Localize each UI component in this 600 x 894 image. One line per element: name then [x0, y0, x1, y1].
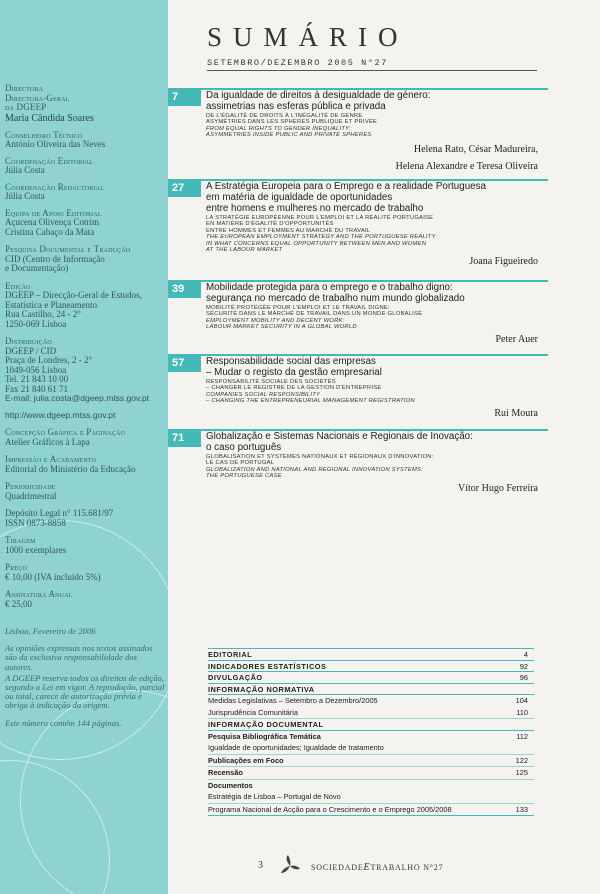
credit-block — [5, 411, 165, 421]
credit-label: Coordenação Redactorial — [5, 181, 105, 192]
credit-note: Este número contém 144 páginas. — [5, 717, 122, 728]
article-author — [206, 255, 538, 269]
article-french-line: GLOBALISATION ET SYSTÈMES NATIONAUX ET RÉGIONAUX D'INNOVATION: — [206, 454, 434, 460]
index-row — [208, 649, 534, 661]
article-author-line: Helena Alexandre e Teresa Oliveira — [395, 160, 538, 172]
article-body — [206, 431, 538, 496]
credit-label: Conselheiro Técnico — [5, 129, 83, 140]
credit-block — [5, 209, 165, 238]
page-title: SUMÁRIO — [207, 22, 409, 52]
article-title-french — [206, 113, 538, 126]
credit-value: Cristina Cabaço da Mata — [5, 226, 95, 237]
credit-value: E-mail: julia.costa@dgeep.mtss.gov.pt — [5, 393, 150, 403]
credit-block — [5, 563, 165, 582]
index-row — [208, 731, 534, 743]
credit-value: Tel. 21 843 10 00 — [5, 374, 69, 384]
credit-value: € 25,00 — [5, 598, 32, 609]
article-title-line: Responsabilidade social das empresas — [206, 356, 376, 367]
credit-block — [5, 131, 165, 150]
credit-value: Estatística e Planeamento — [5, 299, 97, 310]
credit-label: Coordenação Editorial — [5, 155, 94, 166]
index-label: INDICADORES ESTATÍSTICOS — [208, 661, 327, 671]
article-title-line: em matéria de igualdade de oportunidades — [206, 192, 393, 203]
index-row — [208, 791, 534, 803]
credit-note: A DGEEP reserva todos os direitos de edição, segundo a Lei em vigor. A reprodução, parcial ou total, carece de autorização prévia e obriga à indicação da origem. — [5, 672, 165, 711]
article-page-number: 27 — [168, 179, 201, 197]
page-number: 3 — [258, 860, 263, 871]
article-title-french — [206, 305, 538, 318]
article-title-line: Mobilidade protegida para o emprego e o trabalho digno: — [206, 282, 453, 293]
article-title-line: – Mudar o registo da gestão empresarial — [206, 367, 382, 378]
credit-label: da DGEEP — [5, 102, 47, 112]
index-label: INFORMAÇÃO DOCUMENTAL — [208, 720, 324, 729]
masthead-sidebar — [0, 0, 168, 894]
index-label: Publicações em Foco — [208, 755, 284, 765]
article-body — [206, 181, 538, 269]
article-french-line: ENTRE HOMMES ET FEMMES AU MARCHÉ DU TRAVAIL — [206, 227, 371, 234]
article-body — [206, 282, 538, 347]
credit-block — [5, 103, 165, 124]
index-row — [208, 804, 534, 816]
article-title-english — [206, 318, 538, 331]
credit-block — [5, 509, 165, 528]
index-label: DIVULGAÇÃO — [208, 673, 263, 682]
index-label: Igualdade de oportunidades; Igualdade de tratamento — [208, 743, 384, 752]
article-author-line: Helena Rato, César Madureira, — [413, 143, 538, 155]
article-page-number: 71 — [168, 429, 201, 447]
credit-block — [5, 590, 165, 609]
index-row — [208, 672, 534, 684]
index-page-number: 4 — [523, 650, 528, 659]
article-english-line: FROM EQUAL RIGHTS TO GENDER INEQUALITY: — [206, 125, 351, 132]
article-title — [206, 431, 538, 453]
credit-value: António Oliveira das Neves — [5, 139, 106, 149]
magazine-logo-icon — [276, 853, 304, 879]
article-body — [206, 90, 538, 175]
credit-block — [5, 157, 165, 176]
article-french-line: RESPONSABILITÉ SOCIALE DES SOCIÉTÉS — [206, 379, 336, 385]
credit-label: Edição — [5, 280, 31, 291]
credit-value: Fax 21 840 61 71 — [5, 383, 68, 394]
article-french-line: – CHANGER LE REGISTRE DE LA GESTION D'ENTREPRISE — [206, 385, 382, 392]
credit-block — [5, 482, 165, 501]
credit-value: CID (Centro de Informação — [5, 253, 105, 264]
article-french-line: LE CAS DE PORTUGAL — [206, 460, 275, 467]
article-english-line: AT THE LABOUR MARKET — [206, 247, 283, 254]
article-title-english — [206, 467, 538, 480]
credit-value: Rua Castilho, 24 - 2° — [5, 309, 81, 319]
sections-index — [208, 648, 534, 816]
index-label: Programa Nacional de Acção para o Crescimento e o Emprego 2005/2008 — [208, 804, 452, 814]
index-label: Recensão — [208, 768, 243, 777]
article-page-number: 7 — [168, 88, 201, 106]
credit-value: Atelier Gráficos à Lapa — [5, 436, 90, 447]
credit-label: Concepção Gráfica e Paginação — [5, 427, 126, 437]
article-title-line: assimetrias nas esferas pública e privada — [206, 101, 386, 112]
credit-value: e Documentação) — [5, 263, 69, 273]
index-page-number: 96 — [519, 673, 528, 682]
credit-value: Praça de Londres, 2 - 2° — [5, 355, 93, 365]
index-label: Medidas Legislativas – Setembro a Dezembro/2005 — [208, 696, 378, 705]
credit-label: Pesquisa Documental e Tradução — [5, 244, 131, 254]
credit-block — [5, 183, 165, 202]
credit-value: 1000 exemplares — [5, 544, 67, 555]
article-author-line: Peter Auer — [495, 333, 538, 345]
index-row — [208, 742, 534, 754]
masthead-credits — [5, 84, 165, 728]
article-english-line: EMPLOYMENT MOBILITY AND DECENT WORK: — [206, 317, 345, 324]
index-row — [208, 755, 534, 767]
credit-block — [5, 536, 165, 555]
article-author-line: Vítor Hugo Ferreira — [458, 482, 538, 494]
article-author — [206, 482, 538, 496]
article-french-line: ASYMÉTRIES DANS LES SPHÈRES PUBLIQUE ET PRIVÉE — [206, 119, 378, 126]
article-title-line: A Estratégia Europeia para o Emprego e a realidade Portuguesa — [206, 181, 486, 192]
article-title-french — [206, 215, 538, 234]
article-title-line: o caso português — [206, 442, 282, 453]
magazine-name: SOCIEDADEETRABALHO N°27 — [311, 862, 444, 873]
credit-value: Editorial do Ministério da Educação — [5, 463, 136, 474]
credit-value: DGEEP – Direcção-Geral de Estudos, — [5, 290, 142, 300]
article-title — [206, 181, 538, 214]
credit-value: ISSN 0873-8858 — [5, 517, 66, 528]
article-title-french — [206, 454, 538, 467]
article-author — [206, 141, 538, 175]
index-label: INFORMAÇÃO NORMATIVA — [208, 684, 315, 694]
credit-block — [5, 337, 165, 404]
credit-value: Açucena Olivença Cotrim — [5, 217, 99, 227]
credit-note: Lisboa, Fevereiro de 2006 — [5, 626, 96, 636]
index-label: EDITORIAL — [208, 650, 253, 659]
article-title-english — [206, 234, 538, 253]
article-english-line: GLOBALIZATION AND NATIONAL AND REGIONAL INNOVATION SYSTEMS: — [206, 466, 424, 473]
article-author-line: Rui Moura — [494, 407, 538, 419]
credit-value: DGEEP / CID — [5, 345, 57, 356]
credit-label: Distribuição — [5, 336, 52, 346]
article-english-line: IN WHAT CONCERNS EQUAL OPPORTUNITY BETWEEN MEN AND WOMEN — [206, 240, 427, 247]
article-french-line: MOBILITÉ PROTÉGÉE POUR L'EMPLOI ET LE TRAVAIL DIGNE: — [206, 305, 390, 311]
index-row — [208, 719, 534, 731]
article-title — [206, 90, 538, 112]
index-label: Estratégia de Lisboa – Portugal de Novo — [208, 792, 341, 801]
credit-label: Directora-Geral — [5, 92, 70, 103]
credit-value: Júlia Costa — [5, 165, 45, 175]
credit-value: http://www.dgeep.mtss.gov.pt — [5, 409, 116, 420]
article-title-line: Globalização e Sistemas Nacionais e Regionais de Inovação: — [206, 431, 473, 442]
index-page-number: 112 — [516, 731, 528, 741]
article-title-english — [206, 126, 538, 139]
index-page-number: 122 — [515, 755, 528, 765]
article-english-line: COMPANIES SOCIAL RESPONSIBILITY — [206, 391, 321, 398]
index-row — [208, 661, 534, 673]
credit-note: As opiniões expressas nos textos assinados são da exclusiva responsabilidade dos autores. — [5, 643, 153, 672]
article-page-number: 57 — [168, 354, 201, 372]
issue-date: SETEMBRO/DEZEMBRO 2005 N°27 — [207, 58, 388, 68]
credit-label: Directora — [5, 83, 44, 93]
credit-block — [5, 428, 165, 447]
article-title — [206, 282, 538, 304]
article-title-line: segurança no mercado de trabalho num mundo globalizado — [206, 293, 465, 304]
credit-value: Maria Cândida Soares — [5, 112, 94, 124]
article-french-line: LA STRATÉGIE EUROPÉENNE POUR L'EMPLOI ET LA RÉALITÉ PORTUGAISE — [206, 215, 434, 221]
credit-value: Júlia Costa — [5, 191, 45, 201]
article-author-line: Joana Figueiredo — [469, 256, 538, 268]
article-english-line: THE EUROPEAN EMPLOYMENT STRATEGY AND THE PORTUGUESE REALITY — [206, 234, 436, 241]
index-label: Documentos — [208, 780, 253, 790]
index-page-number: 104 — [515, 696, 528, 705]
credit-block — [5, 282, 165, 330]
article-title-french — [206, 379, 538, 392]
credit-label: Tiragem — [5, 535, 36, 545]
credit-block — [5, 455, 165, 474]
article-english-line: – CHANGING THE ENTREPRENEURIAL MANAGEMENT REGISTRATION — [206, 398, 415, 405]
credit-label: Assinatura Anual — [5, 589, 73, 599]
index-page-number: 110 — [516, 707, 528, 717]
article-french-line: SÉCURITÉ DANS LE MARCHÉ DE TRAVAIL DANS UN MONDE GLOBALISÉ — [206, 311, 423, 318]
credit-label: Impressão e Acabamento — [5, 454, 97, 464]
article-body — [206, 356, 538, 421]
article-french-line: EN MATIÈRE D'ÉGALITÉ D'OPPORTUNITÉS — [206, 221, 334, 228]
article-author — [206, 407, 538, 421]
article-title-line: entre homens e mulheres no mercado de trabalho — [206, 203, 424, 214]
index-bottom-divider — [208, 815, 534, 816]
index-row — [208, 780, 534, 792]
credit-block — [5, 245, 165, 274]
credit-value: 1250-069 Lisboa — [5, 318, 67, 329]
article-page-number: 39 — [168, 280, 201, 298]
index-page-number: 92 — [519, 661, 528, 671]
article-title-line: Da igualdade de direitos à desigualdade de género: — [206, 90, 431, 101]
index-page-number: 133 — [515, 804, 528, 814]
article-english-line: ASYMMETRIES INSIDE PUBLIC AND PRIVATE SPHERES — [206, 132, 372, 139]
credit-value: 1049-056 Lisboa — [5, 364, 67, 375]
index-row — [208, 695, 534, 707]
credit-label: Preço — [5, 562, 28, 572]
index-label: Jurisprudência Comunitária — [208, 707, 298, 717]
credit-label: Equipa de Apoio Editorial — [5, 207, 102, 218]
index-page-number: 125 — [515, 768, 528, 777]
index-row — [208, 707, 534, 719]
header-divider — [207, 70, 537, 71]
credit-value: € 10,00 (IVA incluído 5%) — [5, 571, 101, 582]
index-row — [208, 767, 534, 779]
article-author — [206, 333, 538, 347]
index-label: Pesquisa Bibliográfica Temática — [208, 731, 321, 741]
article-title-english — [206, 392, 538, 405]
article-french-line: DE L'ÉGALITÉ DE DROITS À L'INÉGALITÉ DE GENRE — [206, 113, 363, 119]
credit-value: Depósito Legal n° 115.681/97 — [5, 508, 114, 518]
article-title — [206, 356, 538, 378]
credit-label: Periodicidade — [5, 481, 56, 491]
credit-value: Quadrimestral — [5, 490, 57, 501]
index-row — [208, 684, 534, 696]
article-english-line: LABOUR MARKET SECURITY IN A GLOBAL WORLD — [206, 324, 357, 331]
article-english-line: THE PORTUGUESE CASE — [206, 473, 282, 480]
